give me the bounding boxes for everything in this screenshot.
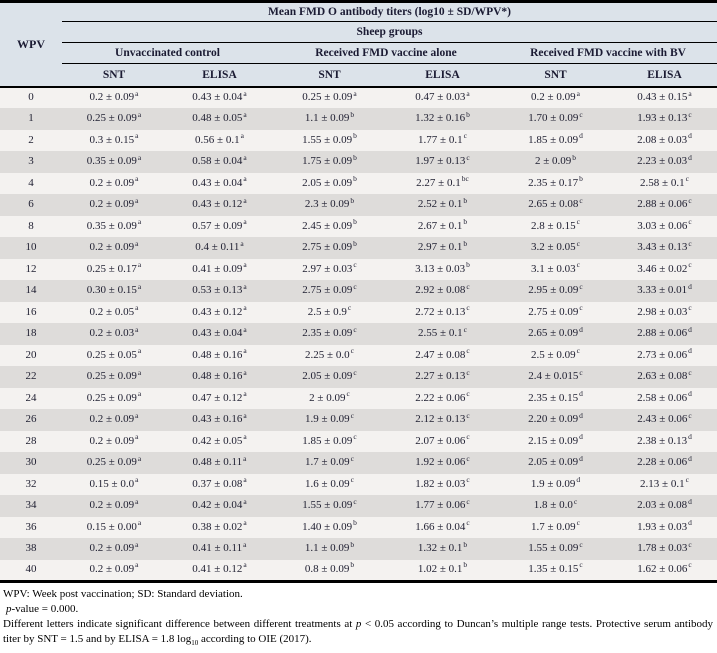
table-row xyxy=(0,409,717,431)
titer-cell: 1.9 ± 0.09$^c$ xyxy=(305,410,354,426)
titer-cell: 0.48 ± 0.11$^a$ xyxy=(192,453,247,469)
titer-cell: 0.25 ± 0.09$^a$ xyxy=(86,389,142,404)
titer-cell: 2.8 ± 0.15$^c$ xyxy=(531,217,580,232)
titer-cell: 1.35 ± 0.15$^c$ xyxy=(528,560,583,575)
titer-cell: 1.02 ± 0.1$^b$ xyxy=(417,560,468,575)
titer-cell: 1.78 ± 0.03$^c$ xyxy=(637,539,692,555)
titer-cell: 1.93 ± 0.13$^c$ xyxy=(637,109,692,125)
table-row xyxy=(0,237,717,259)
titer-cell: 2.23 ± 0.03$^d$ xyxy=(637,152,692,168)
titer-cell: 0.2 ± 0.09$^a$ xyxy=(531,88,580,104)
titer-cell: 2.03 ± 0.08$^d$ xyxy=(637,496,692,512)
titer-cell: 0.15 ± 0.00$^a$ xyxy=(86,518,142,533)
titer-cell: 0.43 ± 0.12$^a$ xyxy=(192,195,247,211)
titer-cell: 2.75 ± 0.09$^c$ xyxy=(528,303,583,318)
wpv-cell: 38 xyxy=(25,542,37,555)
subheader-elisa-1: ELISA xyxy=(166,64,273,87)
table-row xyxy=(0,538,717,560)
titer-cell: 0.41 ± 0.11$^a$ xyxy=(192,539,247,555)
titer-cell: 1.62 ± 0.06$^c$ xyxy=(637,560,692,575)
wpv-cell: 26 xyxy=(25,413,37,426)
titer-cell: 3.13 ± 0.03$^b$ xyxy=(415,260,470,275)
wpv-cell: 14 xyxy=(25,284,37,297)
wpv-cell: 24 xyxy=(25,391,37,404)
titer-cell: 1.70 ± 0.09$^c$ xyxy=(528,109,583,125)
titer-cell: 0.47 ± 0.12$^a$ xyxy=(192,389,247,404)
titer-cell: 2.95 ± 0.09$^c$ xyxy=(528,281,583,297)
wpv-cell: 3 xyxy=(28,155,34,168)
titer-cell: 2.92 ± 0.08$^c$ xyxy=(415,281,470,297)
titer-cell: 1.40 ± 0.09$^b$ xyxy=(302,518,357,533)
table-footnotes xyxy=(0,583,717,647)
group-header-unvaccinated: Unvaccinated control xyxy=(62,43,273,64)
titer-cell: 0.2 ± 0.09$^a$ xyxy=(89,410,139,426)
titer-cell: 1.77 ± 0.1$^c$ xyxy=(418,131,467,146)
titer-cell: 3.33 ± 0.01$^d$ xyxy=(637,281,692,297)
table-row xyxy=(0,474,717,496)
titer-cell: 2.88 ± 0.06$^c$ xyxy=(637,195,692,211)
titer-cell: 2.58 ± 0.1$^c$ xyxy=(640,174,689,189)
titer-cell: 3.46 ± 0.02$^c$ xyxy=(637,260,692,275)
subheader-snt-1: SNT xyxy=(62,64,166,87)
titer-cell: 0.37 ± 0.08$^a$ xyxy=(192,475,247,490)
titer-cell: 1.32 ± 0.16$^b$ xyxy=(415,109,470,125)
table-row xyxy=(0,388,717,410)
titer-cell: 0.3 ± 0.15$^a$ xyxy=(89,131,139,146)
titer-cell: 3.2 ± 0.05$^c$ xyxy=(531,238,580,254)
wpv-cell: 18 xyxy=(25,327,37,340)
titer-cell: 0.43 ± 0.04$^a$ xyxy=(192,324,247,340)
subheader-snt-2: SNT xyxy=(273,64,386,87)
table-row xyxy=(0,87,717,109)
titer-cell: 3.43 ± 0.13$^c$ xyxy=(637,238,692,254)
titer-cell: 0.2 ± 0.05$^a$ xyxy=(89,303,139,318)
titer-cell: 0.48 ± 0.05$^a$ xyxy=(192,109,247,125)
titer-cell: 0.25 ± 0.09$^a$ xyxy=(86,367,142,383)
wpv-cell: 12 xyxy=(25,262,37,275)
titer-cell: 2.13 ± 0.1$^c$ xyxy=(640,475,689,490)
wpv-column-header: WPV xyxy=(0,2,62,87)
table-row xyxy=(0,452,717,474)
subheader-elisa-3: ELISA xyxy=(612,64,717,87)
titer-cell: 1.85 ± 0.09$^d$ xyxy=(528,131,583,146)
titer-cell: 2.65 ± 0.09$^d$ xyxy=(528,324,583,340)
titer-cell: 2.27 ± 0.13$^c$ xyxy=(415,367,470,383)
table-row xyxy=(0,108,717,130)
titer-cell: 2.35 ± 0.17$^b$ xyxy=(528,174,583,189)
wpv-cell: 36 xyxy=(25,520,37,533)
titer-cell: 0.2 ± 0.09$^a$ xyxy=(89,560,139,575)
titer-cell: 2.88 ± 0.06$^d$ xyxy=(637,324,692,340)
wpv-cell: 1 xyxy=(28,112,34,125)
titer-cell: 0.2 ± 0.09$^a$ xyxy=(89,539,139,555)
titer-cell: 1.82 ± 0.03$^c$ xyxy=(415,475,470,490)
titer-cell: 0.58 ± 0.04$^a$ xyxy=(192,152,247,168)
titer-cell: 0.25 ± 0.17$^a$ xyxy=(86,260,142,275)
titer-cell: 0.25 ± 0.09$^a$ xyxy=(302,88,357,104)
group-header-vaccine-with-bv: Received FMD vaccine with BV xyxy=(499,43,717,64)
titer-cell: 2.47 ± 0.08$^c$ xyxy=(415,346,470,361)
titer-cell: 0.56 ± 0.1$^a$ xyxy=(195,131,244,146)
table-row xyxy=(0,302,717,324)
titer-cell: 0.2 ± 0.09$^a$ xyxy=(89,195,139,211)
table-row xyxy=(0,259,717,281)
table-row xyxy=(0,216,717,238)
table-body xyxy=(0,87,717,582)
table-title: Mean FMD O antibody titers (log10 ± SD/WPV*) xyxy=(62,2,717,22)
table-row xyxy=(0,517,717,539)
wpv-cell: 28 xyxy=(25,434,37,447)
titer-cell: 0.2 ± 0.09$^a$ xyxy=(89,432,139,447)
titer-cell: 0.2 ± 0.09$^a$ xyxy=(89,174,139,189)
titer-cell: 1.1 ± 0.09$^b$ xyxy=(304,539,355,555)
titer-cell: 1.55 ± 0.09$^b$ xyxy=(302,131,357,146)
titer-cell: 2.22 ± 0.06$^c$ xyxy=(415,389,470,404)
titer-cell: 0.15 ± 0.0$^a$ xyxy=(89,475,139,490)
titer-cell: 0.2 ± 0.09$^a$ xyxy=(89,238,139,254)
titer-cell: 2.5 ± 0.09$^c$ xyxy=(531,346,580,361)
titer-cell: 2.35 ± 0.15$^d$ xyxy=(528,389,583,404)
titer-cell: 2.05 ± 0.09$^c$ xyxy=(302,367,357,383)
wpv-cell: 10 xyxy=(25,241,37,254)
titer-cell: 1.8 ± 0.0$^c$ xyxy=(533,496,578,512)
titer-cell: 1.7 ± 0.09$^c$ xyxy=(531,518,580,533)
subheader-elisa-2: ELISA xyxy=(386,64,499,87)
wpv-cell: 34 xyxy=(25,499,37,512)
titer-cell: 2.72 ± 0.13$^c$ xyxy=(415,303,470,318)
titer-cell: 0.43 ± 0.04$^a$ xyxy=(192,174,247,189)
titer-cell: 0.43 ± 0.15$^a$ xyxy=(637,88,692,104)
table-row xyxy=(0,194,717,216)
titer-cell: 2.97 ± 0.1$^b$ xyxy=(417,238,468,254)
footnote-significance: Different letters indicate significant difference between different treatments at p < 0.05 according to Duncan’s multiple range tests. Protective serum antibody titer by SNT = 1.5 and by ELISA = 1.8 $\log_{10}$ according to OIE (2017). xyxy=(3,617,714,647)
titer-cell: 1.66 ± 0.04$^c$ xyxy=(415,518,470,533)
titer-cell: 0.4 ± 0.11$^a$ xyxy=(195,238,244,254)
table-row xyxy=(0,366,717,388)
titer-cell: 0.2 ± 0.09$^a$ xyxy=(89,88,139,104)
titer-cell: 2.35 ± 0.09$^c$ xyxy=(302,324,357,340)
titer-cell: 2.08 ± 0.03$^d$ xyxy=(637,131,692,146)
titer-cell: 2.12 ± 0.13$^c$ xyxy=(415,410,470,426)
titer-cell: 1.93 ± 0.03$^d$ xyxy=(637,518,692,533)
titer-cell: 0.41 ± 0.12$^a$ xyxy=(192,560,247,575)
table-header xyxy=(0,2,717,87)
titer-cell: 1.97 ± 0.13$^c$ xyxy=(415,152,470,168)
titer-cell: 1.32 ± 0.1$^b$ xyxy=(417,539,468,555)
titer-cell: 2 ± 0.09$^b$ xyxy=(534,152,577,168)
titer-cell: 0.42 ± 0.04$^a$ xyxy=(192,496,247,512)
titer-cell: 2.20 ± 0.09$^d$ xyxy=(528,410,583,426)
table-row xyxy=(0,173,717,195)
titer-cell: 2.58 ± 0.06$^d$ xyxy=(637,389,692,404)
wpv-cell: 20 xyxy=(25,348,37,361)
footnote-pvalue: p-value = 0.000. xyxy=(6,602,79,615)
titer-cell: 2.73 ± 0.06$^d$ xyxy=(637,346,692,361)
titer-cell: 0.41 ± 0.09$^a$ xyxy=(192,260,247,275)
titer-cell: 2.3 ± 0.09$^b$ xyxy=(304,195,355,211)
titer-cell: 3.1 ± 0.03$^c$ xyxy=(531,260,580,275)
titer-cell: 2.05 ± 0.09$^d$ xyxy=(528,453,583,469)
wpv-cell: 32 xyxy=(25,477,37,490)
titer-cell: 2.65 ± 0.08$^c$ xyxy=(528,195,583,211)
titer-cell: 2.97 ± 0.03$^c$ xyxy=(302,260,357,275)
titer-cell: 0.53 ± 0.13$^a$ xyxy=(192,281,247,297)
titer-cell: 0.25 ± 0.09$^a$ xyxy=(86,453,142,469)
titer-cell: 0.48 ± 0.16$^a$ xyxy=(192,346,247,361)
table-row xyxy=(0,323,717,345)
wpv-cell: 40 xyxy=(25,563,37,575)
titer-cell: 2.4 ± 0.015$^c$ xyxy=(528,367,583,383)
titer-cell: 2.98 ± 0.03$^c$ xyxy=(637,303,692,318)
titer-cell: 2.5 ± 0.9$^c$ xyxy=(307,303,352,318)
sheep-groups-band: Sheep groups xyxy=(62,22,717,43)
titer-cell: 2.52 ± 0.1$^b$ xyxy=(417,195,468,211)
wpv-cell: 2 xyxy=(28,133,34,146)
titer-cell: 0.25 ± 0.05$^a$ xyxy=(86,346,142,361)
subheader-snt-3: SNT xyxy=(499,64,612,87)
table-row xyxy=(0,495,717,517)
wpv-cell: 8 xyxy=(28,219,34,232)
titer-cell: 0.30 ± 0.15$^a$ xyxy=(86,281,142,297)
wpv-cell: 0 xyxy=(28,91,34,104)
table-row xyxy=(0,560,717,582)
group-header-vaccine-alone: Received FMD vaccine alone xyxy=(273,43,499,64)
titer-cell: 0.35 ± 0.09$^a$ xyxy=(86,152,142,168)
titer-cell: 0.42 ± 0.05$^a$ xyxy=(192,432,247,447)
titer-cell: 2.38 ± 0.13$^d$ xyxy=(637,432,692,447)
titer-cell: 2.28 ± 0.06$^d$ xyxy=(637,453,692,469)
titer-cell: 1.9 ± 0.09$^d$ xyxy=(530,475,581,490)
titer-cell: 0.47 ± 0.03$^a$ xyxy=(415,88,470,104)
titer-cell: 2.75 ± 0.09$^b$ xyxy=(302,238,357,254)
titer-cell: 2.15 ± 0.09$^d$ xyxy=(528,432,583,447)
titer-cell: 0.43 ± 0.04$^a$ xyxy=(192,88,247,104)
wpv-cell: 22 xyxy=(25,370,37,383)
titer-cell: 1.85 ± 0.09$^c$ xyxy=(302,432,357,447)
wpv-cell: 4 xyxy=(28,176,34,189)
table-row xyxy=(0,280,717,302)
titer-cell: 0.25 ± 0.09$^a$ xyxy=(86,109,142,125)
table-row xyxy=(0,431,717,453)
titer-cell: 0.35 ± 0.09$^a$ xyxy=(86,217,142,232)
wpv-cell: 16 xyxy=(25,305,37,318)
titer-cell: 0.2 ± 0.03$^a$ xyxy=(89,324,139,340)
titer-cell: 0.2 ± 0.09$^a$ xyxy=(89,496,139,512)
titer-cell: 1.92 ± 0.06$^c$ xyxy=(415,453,470,469)
titer-cell: 0.38 ± 0.02$^a$ xyxy=(192,518,247,533)
titer-cell: 1.77 ± 0.06$^c$ xyxy=(415,496,470,512)
titer-cell: 2.05 ± 0.09$^b$ xyxy=(302,174,357,189)
titer-cell: 2.55 ± 0.1$^c$ xyxy=(418,324,467,340)
titer-cell: 1.55 ± 0.09$^c$ xyxy=(528,539,583,555)
titer-cell: 2 ± 0.09$^c$ xyxy=(309,389,350,404)
table-row xyxy=(0,130,717,152)
titer-cell: 0.43 ± 0.12$^a$ xyxy=(192,303,247,318)
titer-cell: 1.6 ± 0.09$^c$ xyxy=(305,475,354,490)
titer-cell: 3.03 ± 0.06$^c$ xyxy=(637,217,692,232)
titer-cell: 2.07 ± 0.06$^c$ xyxy=(415,432,470,447)
wpv-cell: 30 xyxy=(25,456,37,469)
wpv-cell: 6 xyxy=(28,198,34,211)
titer-cell: 2.75 ± 0.09$^c$ xyxy=(302,281,357,297)
titer-cell: 2.27 ± 0.1$^{bc}$ xyxy=(416,174,469,189)
titer-cell: 2.25 ± 0.0$^c$ xyxy=(305,346,354,361)
titer-cell: 2.63 ± 0.08$^c$ xyxy=(637,367,692,383)
titer-cell: 2.43 ± 0.06$^c$ xyxy=(637,410,692,426)
titer-cell: 0.57 ± 0.09$^a$ xyxy=(192,217,247,232)
footnote-abbreviations: WPV: Week post vaccination; SD: Standard deviation. xyxy=(3,587,243,600)
titer-cell: 2.67 ± 0.1$^b$ xyxy=(417,217,468,232)
titer-cell: 1.1 ± 0.09$^b$ xyxy=(304,109,355,125)
titer-cell: 0.48 ± 0.16$^a$ xyxy=(192,367,247,383)
titer-cell: 0.8 ± 0.09$^b$ xyxy=(304,560,355,575)
titer-cell: 1.7 ± 0.09$^c$ xyxy=(305,453,354,469)
titer-cell: 2.45 ± 0.09$^b$ xyxy=(302,217,357,232)
table-row xyxy=(0,151,717,173)
table-row xyxy=(0,345,717,367)
titer-cell: 1.55 ± 0.09$^c$ xyxy=(302,496,357,512)
titer-cell: 0.43 ± 0.16$^a$ xyxy=(192,410,247,426)
titer-cell: 1.75 ± 0.09$^b$ xyxy=(302,152,357,168)
